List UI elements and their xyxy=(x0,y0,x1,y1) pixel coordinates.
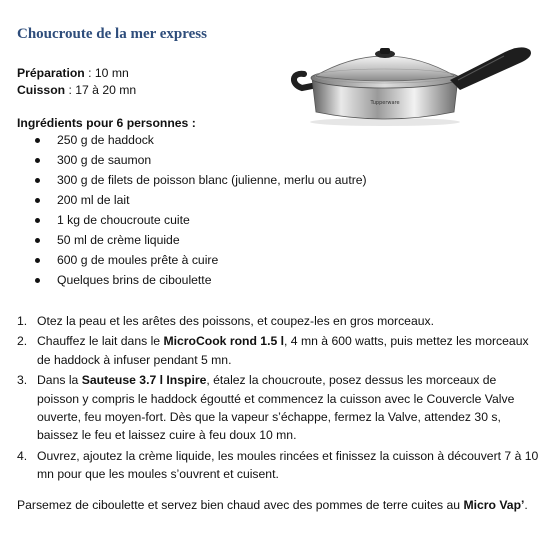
step-number: 4. xyxy=(17,448,28,463)
instruction-steps xyxy=(0,312,540,486)
bullet-icon xyxy=(35,278,40,283)
ingredients-heading: Ingrédients pour 6 personnes : xyxy=(17,116,196,130)
timing-info xyxy=(17,65,136,99)
ingredient-item: 1 kg de choucroute cuite xyxy=(0,212,367,232)
product-name: Micro Vap’ xyxy=(463,498,525,512)
cuisson-line: Cuisson : 17 à 20 mn xyxy=(17,83,137,97)
step-number: 3. xyxy=(17,373,28,388)
step-3: 3. Dans la Sauteuse 3.7 l Inspire, étalez la choucroute, posez dessus les morceaux de poisson y compris le haddock égoutté et commencez la cuisson avec le Couvercle Valve ouverte, feu moyen-fort. Dès que la vapeur s’échappe, fermez la Valve, attendez 30 s, baissez le feu et laissez cuire à feu doux 10 mn. xyxy=(17,373,515,443)
ingredients-list xyxy=(0,132,367,292)
bullet-icon xyxy=(35,138,40,143)
bullet-icon xyxy=(35,218,40,223)
product-name: MicroCook rond 1.5 l xyxy=(163,334,285,349)
bullet-icon xyxy=(35,238,40,243)
step-4: 4. Ouvrez, ajoutez la crème liquide, les moules rincées et finissez la cuisson à découvert 7 à 10 mn pour que les moules s’ouvrent et cuisent. xyxy=(17,448,539,482)
step-2: 2. Chauffez le lait dans le MicroCook rond 1.5 l, 4 mn à 600 watts, puis mettez les morceaux de haddock à infuser pendant 5 mn. xyxy=(17,334,529,367)
ingredient-item: Quelques brins de ciboulette xyxy=(0,272,367,292)
step-1: 1. Otez la peau et les arêtes des poissons, et coupez-les en gros morceaux. xyxy=(0,312,540,330)
step-number: 2. xyxy=(17,334,28,349)
ingredient-item: 600 g de moules prête à cuire xyxy=(0,252,367,272)
preparation-line: Préparation : 10 mn xyxy=(17,66,129,80)
ingredient-item: 300 g de filets de poisson blanc (julienne, merlu ou autre) xyxy=(0,172,367,192)
bullet-icon xyxy=(35,178,40,183)
serving-note: Parsemez de ciboulette et servez bien chaud avec des pommes de terre cuites au Micro Vap’. xyxy=(17,498,528,512)
sauteuse-pan-image xyxy=(290,22,540,127)
bullet-icon xyxy=(35,258,40,263)
ingredient-item: 250 g de haddock xyxy=(0,132,367,152)
product-name: Sauteuse 3.7 l Inspire xyxy=(81,373,207,388)
ingredient-item: 50 ml de crème liquide xyxy=(0,232,367,252)
bullet-icon xyxy=(35,158,40,163)
bullet-icon xyxy=(35,198,40,203)
step-number: 1. xyxy=(17,314,28,328)
recipe-title: Choucroute de la mer express xyxy=(17,26,207,42)
ingredient-item: 200 ml de lait xyxy=(0,192,367,212)
ingredient-item: 300 g de saumon xyxy=(0,152,367,172)
svg-text:Tupperware: Tupperware xyxy=(370,100,400,106)
